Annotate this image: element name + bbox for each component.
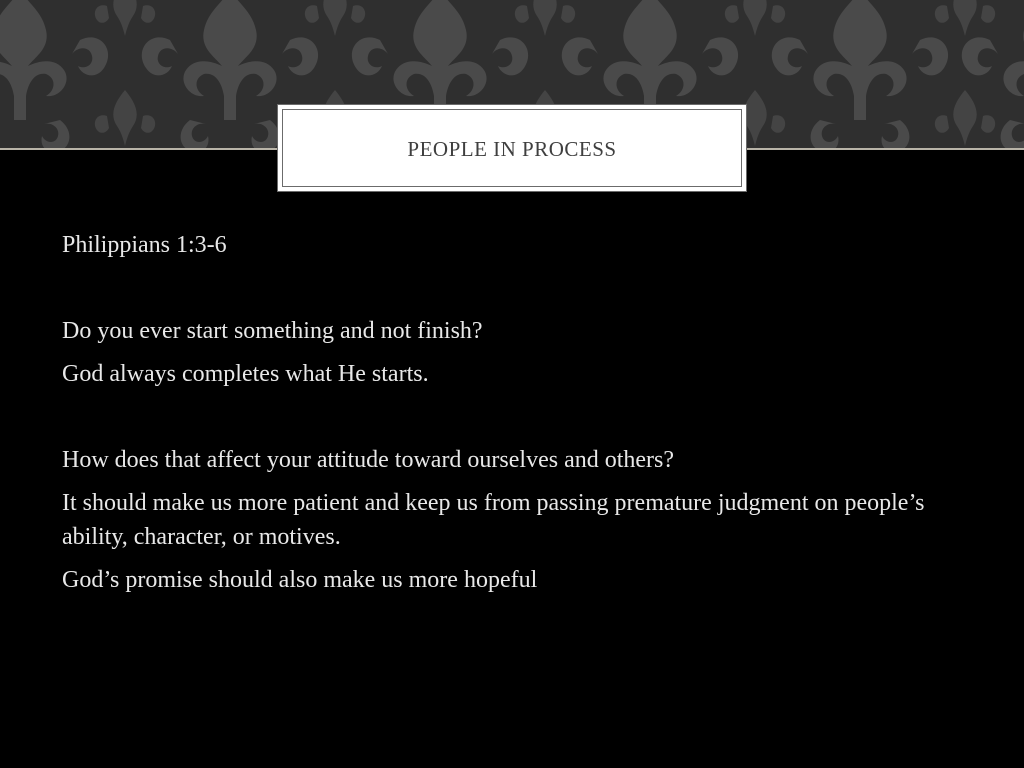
title-box — [277, 104, 747, 192]
body-line-question-1: Do you ever start something and not finish? — [62, 318, 483, 344]
title-box-inner-border — [282, 109, 742, 187]
body-line-question-2: How does that affect your attitude toward ourselves and others? — [62, 447, 675, 473]
slide-body — [62, 228, 982, 597]
body-line-answer-3: God’s promise should also make us more hopeful — [62, 567, 538, 593]
slide-title: PEOPLE IN PROCESS — [407, 136, 617, 161]
body-line-answer-2: It should make us more patient and keep us from passing premature judgment on people’s ability, character, or motives. — [62, 490, 925, 550]
body-line-answer-1: God always completes what He starts. — [62, 361, 429, 387]
body-line-scripture: Philippians 1:3-6 — [62, 232, 227, 258]
